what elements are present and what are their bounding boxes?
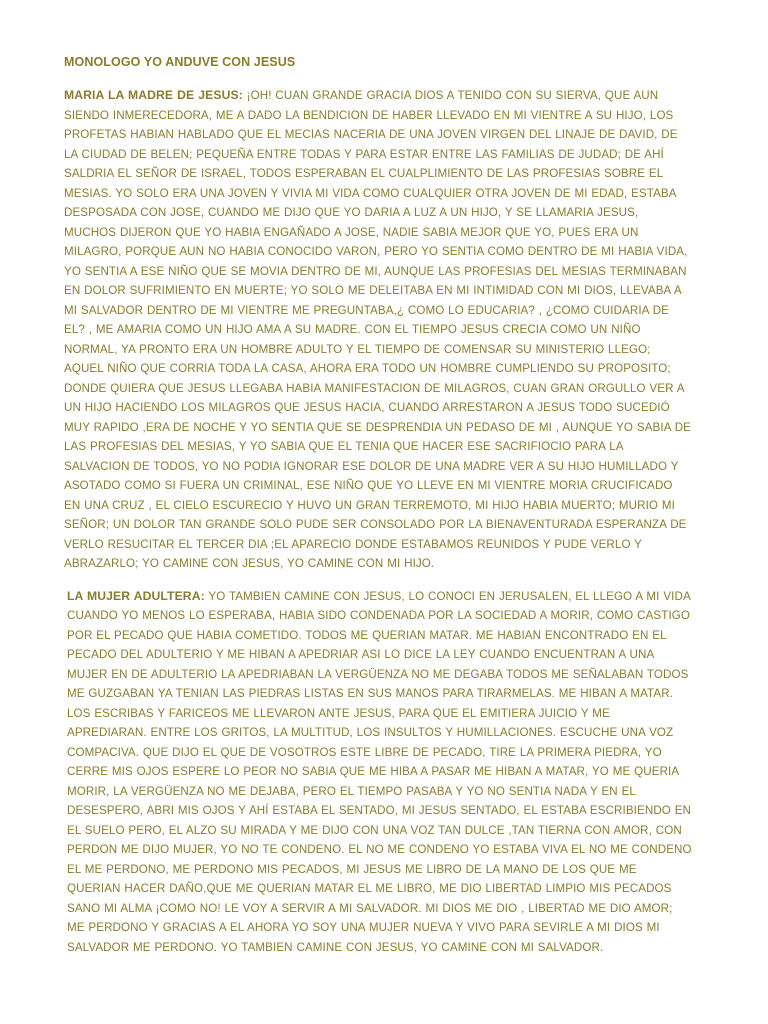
paragraph-mujer-adultera (64, 587, 692, 958)
speaker-label-maria: MARIA LA MADRE DE JESUS: (64, 88, 243, 102)
paragraph-maria (64, 86, 692, 574)
speaker-label-mujer-adultera: LA MUJER ADULTERA: (67, 588, 205, 603)
document-title: MONOLOGO YO ANDUVE CON JESUS (64, 55, 296, 69)
document-page (64, 52, 692, 970)
paragraph-text-mujer-adultera: YO TAMBIEN CAMINE CON JESUS, LO CONOCI EN JERUSALEN, EL LLEGO A MI VIDA CUANDO YO MENOS LO ESPERABA, HABIA SIDO CONDENADA POR LA SOCIEDAD A MORIR, COMO CASTIGO POR EL PECADO QUE HABIA COMETIDO. TODOS ME QUERIAN MATAR. ME HABIAN ENCONTRADO EN EL PECADO DEL ADULTERIO Y ME HIBAN A APEDRIAR ASI LO DICE LA LEY CUANDO ENCUENTRAN A UNA MUJER EN DE ADULTERIO LA APEDRIABAN LA VERGÜENZA NO ME DEGABA TODOS ME SEÑALABAN TODOS ME GUZGABAN YA TENIAN LAS PIEDRAS LISTAS EN SUS MANOS PARA TIRARMELAS. ME HIBAN A MATAR. LOS ESCRIBAS Y FARICEOS ME LLEVARON ANTE JESUS, PARA QUE EL EMITIERA JUICIO Y ME APREDIARAN. ENTRE LOS GRITOS, LA MULTITUD, LOS INSULTOS Y HUMILLACIONES. ESCUCHE UNA VOZ COMPACIVA. QUE DIJO EL QUE DE VOSOTROS ESTE LIBRE DE PECADO, TIRE LA PRIMERA PIEDRA, YO CERRE MIS OJOS ESPERE LO PEOR NO SABIA QUE ME HIBA A PASAR ME HIBAN A MATAR, YO ME QUERIA MORIR, LA VERGÜENZA NO ME DEJABA, PERO EL TIEMPO PASABA Y YO NO SENTIA NADA Y EN EL DESESPERO, ABRI MIS OJOS Y AHÍ ESTABA EL SENTADO, MI JESUS SENTADO, EL ESTABA ESCRIBIENDO EN EL SUELO PERO, EL ALZO SU MIRADA Y ME DIJO CON UNA VOZ TAN DULCE ,TAN TIERNA CON AMOR, CON PERDON ME DIJO MUJER, YO NO TE CONDENO. EL NO ME CONDENO YO ESTABA VIVA EL NO ME CONDENO EL ME PERDONO, ME PERDONO MIS PECADOS, MI JESUS ME LIBRO DE LA MANO DE LOS QUE ME QUERIAN HACER DAÑO,QUE ME QUERIAN MATAR EL ME LIBRO, ME DIO LIBERTAD LIMPIO MIS PECADOS SANO MI ALMA ¡COMO NO! LE VOY A SERVIR A MI SALVADOR. MI DIOS ME DIO , LIBERTAD ME DIO AMOR; ME PERDONO Y GRACIAS A EL AHORA YO SOY UNA MUJER NUEVA Y VIVO PARA SEVIRLE A MI DIOS MI SALVADOR ME PERDONO. YO TAMBIEN CAMINE CON JESUS, YO CAMINE CON MI SALVADOR. (67, 589, 692, 954)
paragraph-text-maria: ¡OH! CUAN GRANDE GRACIA DIOS A TENIDO CON SU SIERVA, QUE AUN SIENDO INMERECEDORA, ME A DADO LA BENDICION DE HABER LLEVADO EN MI VIENTRE A SU HIJO, LOS PROFETAS HABIAN HABLADO QUE EL MECIAS NACERIA DE UNA JOVEN VIRGEN DEL LINAJE DE DAVID, DE LA CIUDAD DE BELEN; PEQUEÑA ENTRE TODAS Y PARA ESTAR ENTRE LAS FAMILIAS DE JUDAD; DE AHÍ SALDRIA EL SEÑOR DE ISRAEL, TODOS ESPERABAN EL CUALPLIMIENTO DE LAS PROFESIAS SOBRE EL MESIAS. YO SOLO ERA UNA JOVEN Y VIVIA MI VIDA COMO CUALQUIER OTRA JOVEN DE MI EDAD, ESTABA DESPOSADA CON JOSE, CUANDO ME DIJO QUE YO DARIA A LUZ A UN HIJO, Y SE LLAMARIA JESUS, MUCHOS DIJERON QUE YO HABIA ENGAÑADO A JOSE, NADIE SABIA MEJOR QUE YO, PUES ERA UN MILAGRO, PORQUE AUN NO HABIA CONOCIDO VARON, PERO YO SENTIA COMO DENTRO DE MI HABIA VIDA, YO SENTIA A ESE NIÑO QUE SE MOVIA DENTRO DE MI, AUNQUE LAS PROFESIAS DEL MESIAS TERMINABAN EN DOLOR SUFRIMIENTO EN MUERTE; YO SOLO ME DELEITABA EN MI INTIMIDAD CON MI DIOS, LLEVABA A MI SALVADOR DENTRO DE MI VIENTRE ME PREGUNTABA,¿ COMO LO EDUCARIA? , ¿COMO CUIDARIA DE EL? , ME AMARIA COMO UN HIJO AMA A SU MADRE. CON EL TIEMPO JESUS CRECIA COMO UN NIÑO NORMAL, YA PRONTO ERA UN HOMBRE ADULTO Y EL TIEMPO DE COMENSAR SU MINISTERIO LLEGO; AQUEL NIÑO QUE CORRIA TODA LA CASA, AHORA ERA TODO UN HOMBRE CUMPLIENDO SU PROPOSITO; DONDE QUIERA QUE JESUS LLEGABA HABIA MANIFESTACION DE MILAGROS, CUAN GRAN ORGULLO VER A UN HIJO HACIENDO LOS MILAGROS QUE JESUS HACIA, CUANDO ARRESTARON A JESUS TODO SUCEDIÓ MUY RAPIDO ,ERA DE NOCHE Y YO SENTIA QUE SE DESPRENDIA UN PEDASO DE MI , AUNQUE YO SABIA DE LAS PROFESIAS DEL MESIAS, Y YO SABIA QUE EL TENIA QUE HACER ESE SACRIFIOCIO PARA LA SALVACION DE TODOS, YO NO PODIA IGNORAR ESE DOLOR DE UNA MADRE VER A SU HIJO HUMILLADO Y ASOTADO COMO SI FUERA UN CRIMINAL, ESE NIÑO QUE YO LLEVE EN MI VIENTRE MORIA CRUCIFICADO EN UNA CRUZ , EL CIELO ESCURECIO Y HUVO UN GRAN TERREMOTO, MI HIJO HABIA MUERTO; MURIO MI SEÑOR; UN DOLOR TAN GRANDE SOLO PUDE SER CONSOLADO POR LA BIENAVENTURADA ESPERANZA DE VERLO RESUCITAR EL TERCER DIA ;EL APARECIO DONDE ESTABAMOS REUNIDOS Y PUDE VERLO Y ABRAZARLO; YO CAMINE CON JESUS, YO CAMINE CON MI HIJO. (64, 89, 692, 570)
